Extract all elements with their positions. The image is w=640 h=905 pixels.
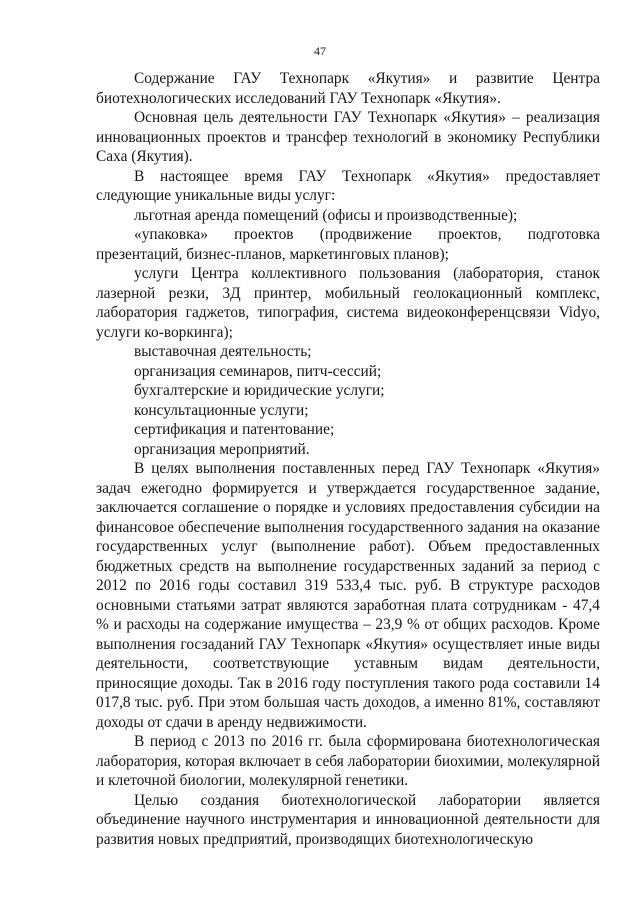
paragraph-lab-goal: Целью создания биотехнологической лаборатории является объединение научного инструментария и инновационной деятельности для развития новых предприятий, производящих биотехнологическую: [96, 791, 600, 848]
paragraph-biotech-lab: В период с 2013 по 2016 гг. была сформирована биотехнологическая лаборатория, которая включает в себя лаборатории биохимии, молекулярной и клеточной биологии, молекулярной генетики.: [96, 733, 600, 789]
list-item: консультационные услуги;: [134, 401, 309, 419]
list-item: «упаковка» проектов (продвижение проектов, подготовка презентаций, бизнес-планов, маркетинговых планов);: [96, 226, 600, 263]
paragraph-state-assignment: В целях выполнения поставленных перед ГАУ Технопарк «Якутия» задач ежегодно формируется и утверждается государственное задание, заключается соглашение о порядке и условиях предоставления субсидии на финансовое обеспечение выполнения государственного задания на оказание государственных услуг (выполнение работ). Объем предоставленных бюджетных средств на выполнение государственных заданий за период с 2012 по 2016 годы составил 319 533,4 тыс. руб. В структуре расходов основными статьями затрат являются заработная плата сотрудникам - 47,4 % и расходы на содержание имущества – 23,9 % от общих расходов. Кроме выполнения госзаданий ГАУ Технопарк «Якутия» осуществляет иные виды деятельности, соответствующие уставным видам деятельности, приносящие доходы. Так в 2016 году поступления такого рода составили 14 017,8 тыс. руб. При этом большая часть доходов, а именно 81%, составляют доходы от сдачи в аренду недвижимости.: [96, 460, 600, 731]
list-item: организация мероприятий.: [134, 440, 310, 458]
paragraph-content-title: Содержание ГАУ Технопарк «Якутия» и развитие Центра биотехнологических исследований ГАУ Технопарк «Якутия».: [96, 70, 600, 107]
document-body: [96, 69, 600, 849]
list-item: сертификация и патентование;: [134, 421, 335, 438]
services-list: [96, 206, 600, 460]
paragraph-services-intro: В настоящее время ГАУ Технопарк «Якутия» предоставляет следующие уникальные виды услуг:: [96, 167, 600, 204]
list-item: услуги Центра коллективного пользования (лаборатория, станок лазерной резки, 3Д принтер, мобильный геолокационный комплекс, лаборатория гаджетов, типография, система видеоконференцсвязи Vidyo, услуги ко-воркинга);: [96, 265, 600, 341]
list-item: выставочная деятельность;: [134, 343, 312, 360]
list-item: организация семинаров, питч-сессий;: [134, 362, 382, 380]
page-number: 47: [314, 44, 326, 58]
list-item: льготная аренда помещений (офисы и производственные);: [134, 206, 518, 224]
paragraph-main-goal: Основная цель деятельности ГАУ Технопарк «Якутия» – реализация инновационных проектов и трансфер технологий в экономику Республики Саха (Якутия).: [96, 109, 600, 165]
list-item: бухгалтерские и юридические услуги;: [134, 382, 385, 399]
